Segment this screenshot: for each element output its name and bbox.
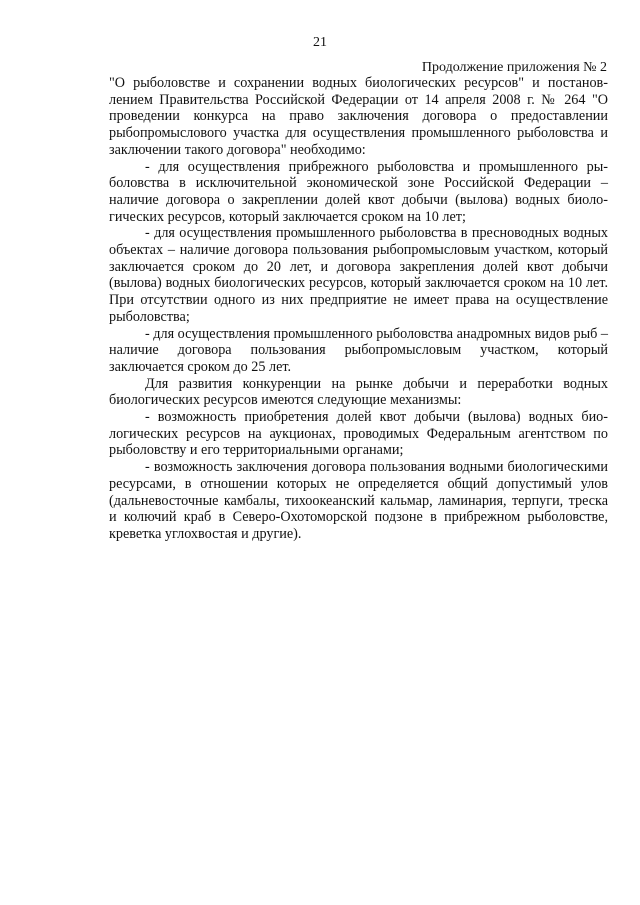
- paragraph-anadromous-fishing: - для осуществления промышленного рыболовства анадромных видов рыб – наличие договора пользования рыбопромысловым участком, который заключается сроком до 25 лет.: [109, 325, 609, 375]
- appendix-continuation-label: Продолжение приложения № 2: [421, 60, 607, 75]
- paragraph-competition-mechanisms: Для развития конкуренции на рынке добычи и переработки водных биологических ресурсов имеются следующие механизмы:: [109, 375, 608, 409]
- paragraph-coastal-fishing: - для осуществления прибрежного рыболовства и промышленного рыболовства в исключительной экономической зоне Российской Федерации – наличие договора о закреплении долей квот добычи (вылова) водных биологических ресурсов, который заключается сроком на 10 лет;: [109, 158, 608, 225]
- paragraph-freshwater-fishing: - для осуществления промышленного рыболовства в пресноводных водных объектах – наличие договора пользования рыбопромысловым участком, который заключается сроком до 20 лет, и договора закрепления долей квот добычи (вылова) водных биологических ресурсов, который заключается сроком на 10 лет. При отсутствии одного из них предприятие не имеет права на осуществление рыболовства;: [109, 225, 608, 325]
- document-body: [109, 75, 608, 543]
- page-number: 21: [313, 35, 327, 50]
- paragraph-resource-usage-agreements: - возможность заключения договора пользования водными биологическими ресурсами, в отношении которых не определяется общий допустимый улов (дальневосточные камбалы, тихоокеанский кальмар, ламинария, терпуги, треска и колючий краб в Северо-Охотоморской подзоне в прибрежном рыболовстве, креветка углохвостая и другие).: [109, 459, 608, 542]
- paragraph-quota-auctions: - возможность приобретения долей квот добычи (вылова) водных биологических ресурсов на аукционах, проводимых Федеральным агентством по рыболовству и его территориальными органами;: [109, 409, 608, 459]
- paragraph-legal-basis: "О рыболовстве и сохранении водных биологических ресурсов" и постановлением Правительства Российской Федерации от 14 апреля 2008 г. № 264 "О проведении конкурса на право заключения договора о предоставлении рыбопромыслового участка для осуществления промышленного рыболовства и заключении такого договора" необходимо:: [109, 75, 608, 158]
